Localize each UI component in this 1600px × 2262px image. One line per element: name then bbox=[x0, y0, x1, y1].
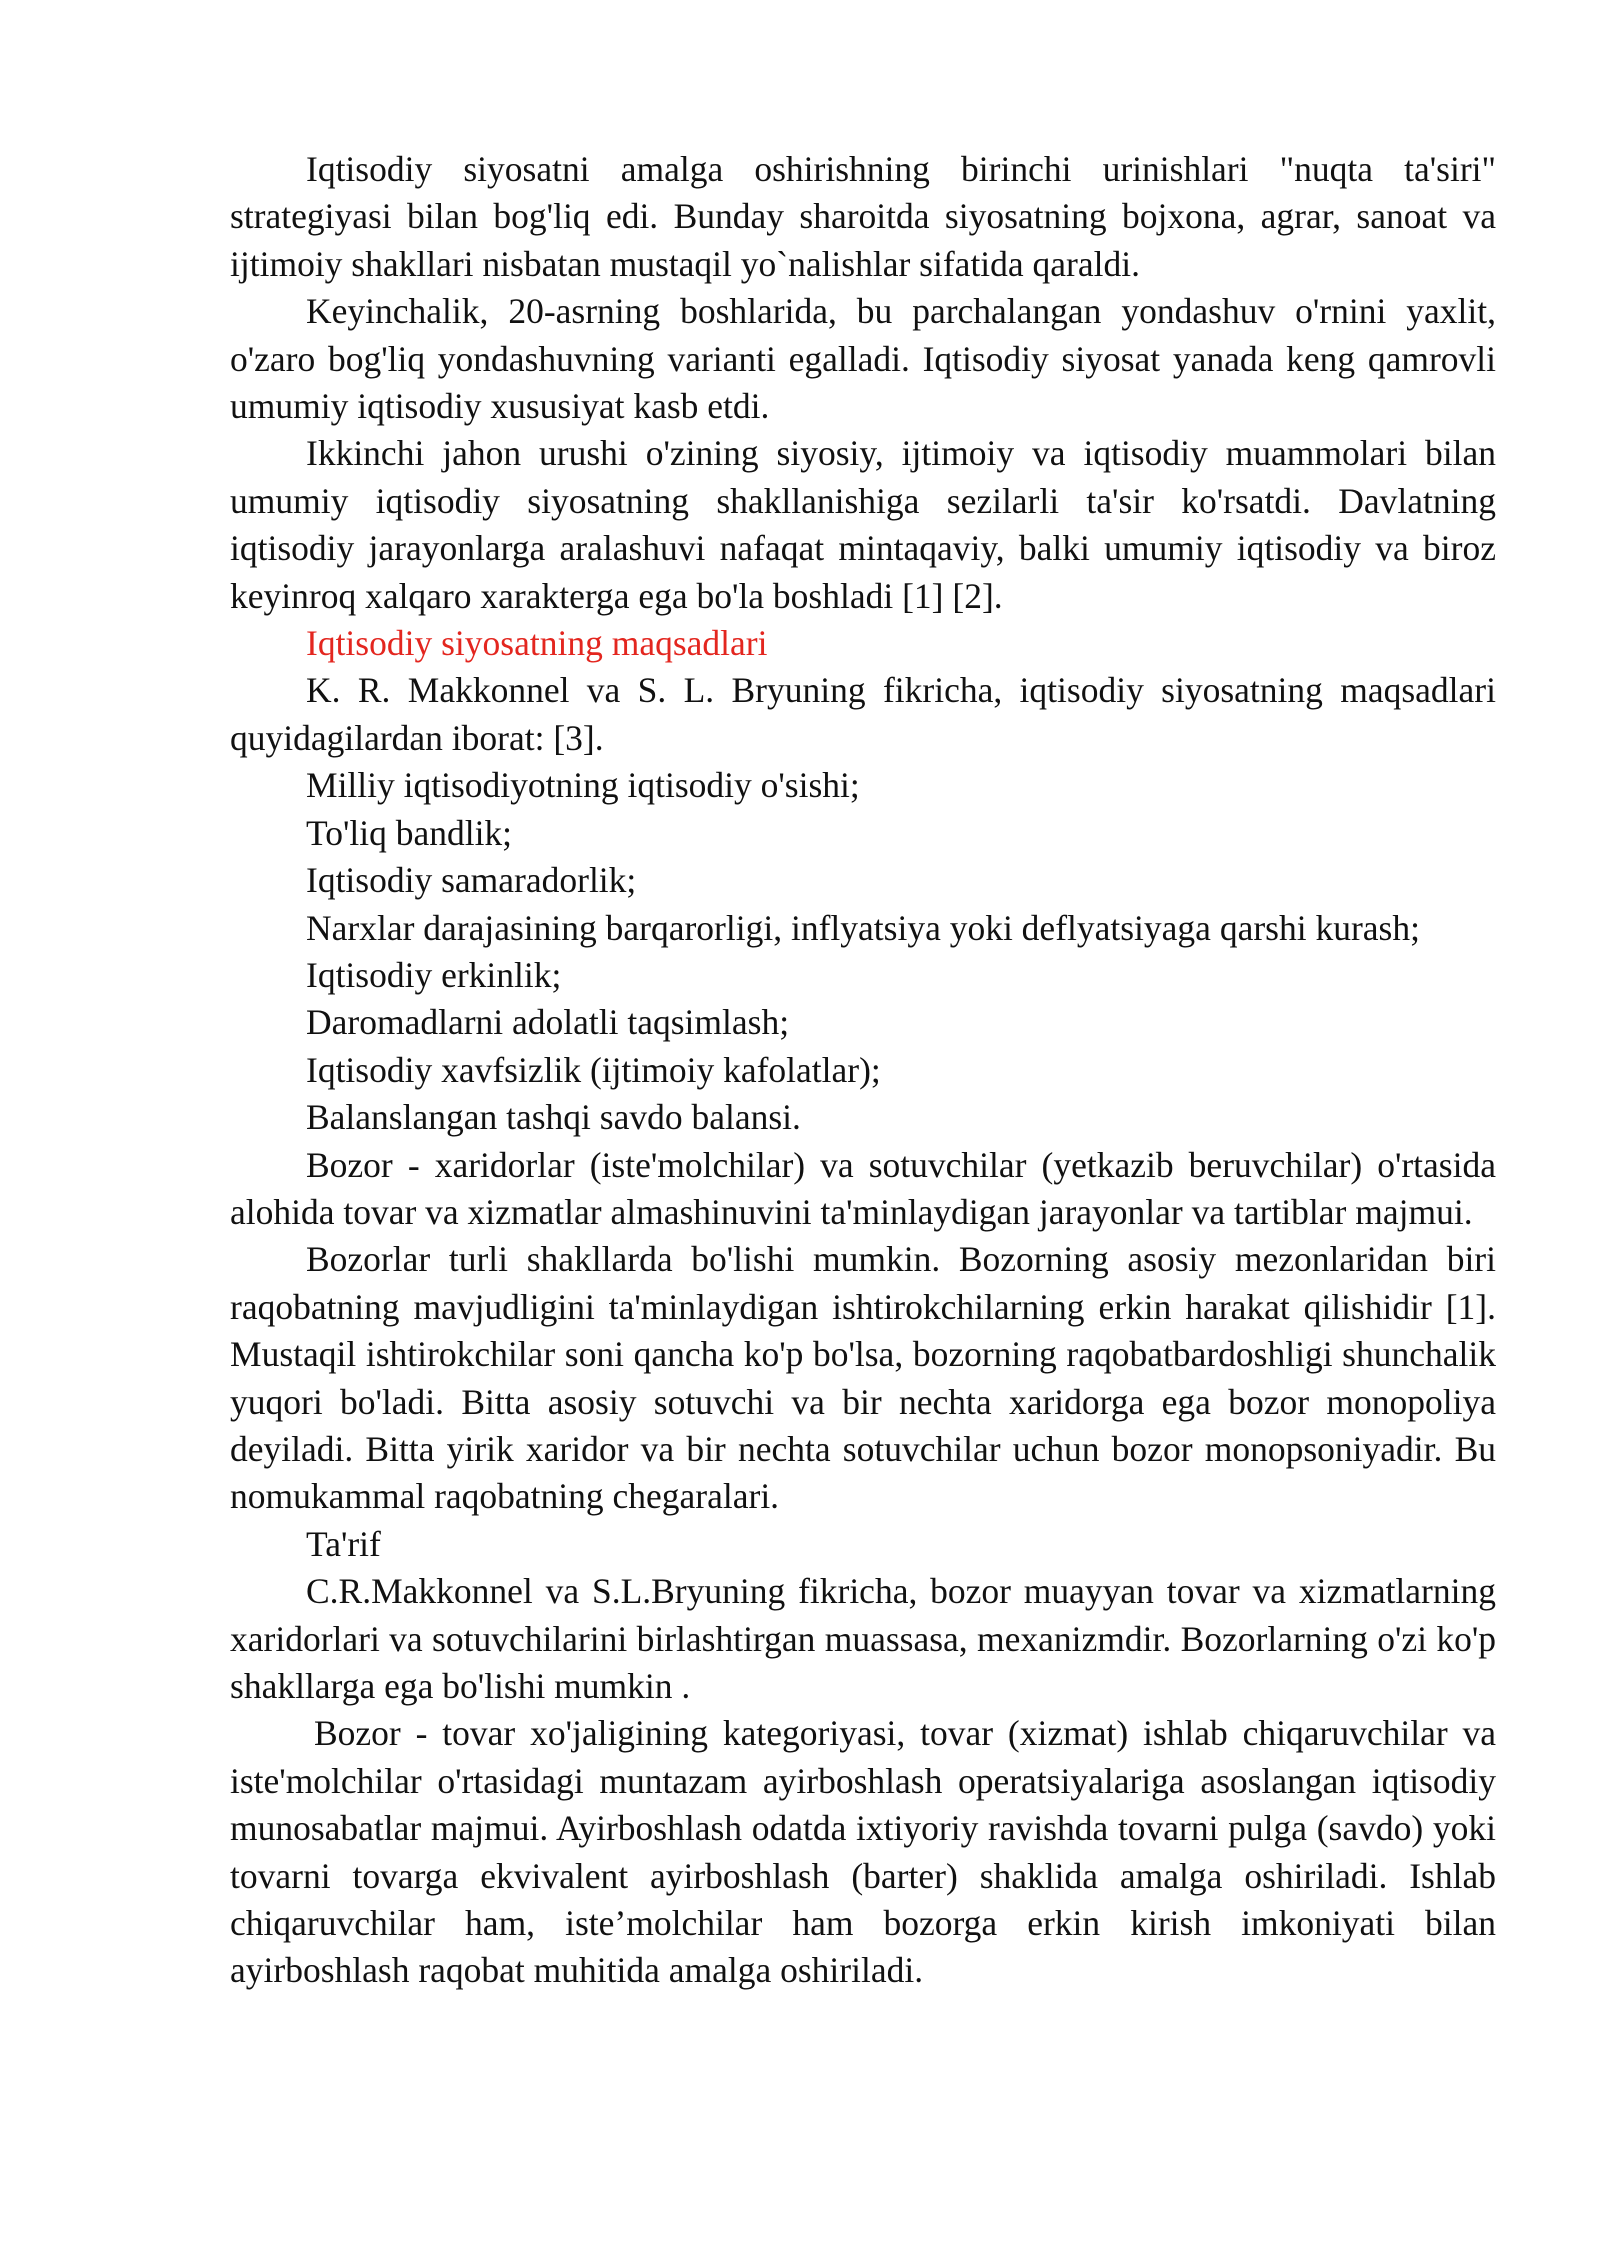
goal-item: Iqtisodiy xavfsizlik (ijtimoiy kafolatlar); bbox=[306, 1049, 881, 1090]
intro-paragraph-2: Keyinchalik, 20-asrning boshlarida, bu parchalangan yondashuv o'rnini yaxlit, o'zaro bog'liq yondashuvning varianti egalladi. Iqtisodiy siyosat yanada keng qamrovli umumiy iqtisodiy xususiyat kasb etdi. bbox=[230, 291, 1496, 427]
document-page bbox=[230, 146, 1496, 1995]
goal-item: Narxlar darajasining barqarorligi, inflyatsiya yoki deflyatsiyaga qarshi kurash; bbox=[306, 907, 1420, 948]
market-paragraph-1: Bozor - xaridorlar (iste'molchilar) va sotuvchilar (yetkazib beruvchilar) o'rtasida alohida tovar va xizmatlar almashinuvini ta'minlaydigan jarayonlar va tartiblar majmui. bbox=[230, 1144, 1496, 1232]
goal-item: To'liq bandlik; bbox=[306, 812, 513, 853]
goal-item: Balanslangan tashqi savdo balansi. bbox=[306, 1097, 801, 1138]
goals-intro-paragraph: K. R. Makkonnel va S. L. Bryuning fikricha, iqtisodiy siyosatning maqsadlari quyidagilardan iborat: [3]. bbox=[230, 670, 1496, 758]
goals-list bbox=[230, 762, 1496, 1141]
goal-item: Iqtisodiy erkinlik; bbox=[306, 954, 562, 995]
definition-heading: Ta'rif bbox=[306, 1523, 381, 1564]
definition-paragraph-1: C.R.Makkonnel va S.L.Bryuning fikricha, bozor muayyan tovar va xizmatlarning xaridorlari va sotuvchilarini birlashtirgan muassasa, mexanizmdir. Bozorlarning o'zi ko'p shakllarga ega bo'lishi mumkin . bbox=[230, 1571, 1496, 1706]
market-paragraph-2: Bozorlar turli shakllarda bo'lishi mumkin. Bozorning asosiy mezonlaridan biri raqobatning mavjudligini ta'minlaydigan ishtirokchilarning erkin harakat qilishidir [1]. Mustaqil ishtirokchilar soni qancha ko'p bo'lsa, bozorning raqobatbardoshligi shunchalik yuqori bo'ladi. Bitta asosiy sotuvchi va bir nechta xaridorga ega bozor monopoliya deyiladi. Bitta yirik xaridor va bir nechta sotuvchilar uchun bozor monopsoniyadir. Bu nomukammal raqobatning chegaralari. bbox=[230, 1239, 1496, 1517]
goal-item: Iqtisodiy samaradorlik; bbox=[306, 860, 637, 901]
goal-item: Milliy iqtisodiyotning iqtisodiy o'sishi; bbox=[306, 765, 860, 806]
intro-paragraph-3: Ikkinchi jahon urushi o'zining siyosiy, ijtimoiy va iqtisodiy muammolari bilan umumiy iqtisodiy siyosatning shakllanishiga sezilarli ta'sir ko'rsatdi. Davlatning iqtisodiy jarayonlarga aralashuvi nafaqat mintaqaviy, balki umumiy iqtisodiy va biroz keyinroq xalqaro xarakterga ega bo'la boshladi [1] [2]. bbox=[230, 433, 1496, 616]
intro-paragraph-1: Iqtisodiy siyosatni amalga oshirishning birinchi urinishlari "nuqta ta'siri" strategiyasi bilan bog'liq edi. Bunday sharoitda siyosatning bojxona, agrar, sanoat va ijtimoiy shakllari nisbatan mustaqil yo`nalishlar sifatida qaraldi. bbox=[230, 149, 1496, 284]
definition-paragraph-2: Bozor - tovar xo'jaligining kategoriyasi, tovar (xizmat) ishlab chiqaruvchilar va iste'molchilar o'rtasidagi muntazam ayirboshlash operatsiyalariga asoslangan iqtisodiy munosabatlar majmui. Ayirboshlash odatda ixtiyoriy ravishda tovarni pulga (savdo) yoki tovarni tovarga ekvivalent ayirboshlash (barter) shaklida amalga oshiriladi. Ishlab chiqaruvchilar ham, iste’molchilar ham bozorga erkin kirish imkoniyati bilan ayirboshlash raqobat muhitida amalga oshiriladi. bbox=[230, 1713, 1496, 1991]
goal-item: Daromadlarni adolatli taqsimlash; bbox=[306, 1002, 790, 1043]
section-heading: Iqtisodiy siyosatning maqsadlari bbox=[306, 623, 768, 664]
